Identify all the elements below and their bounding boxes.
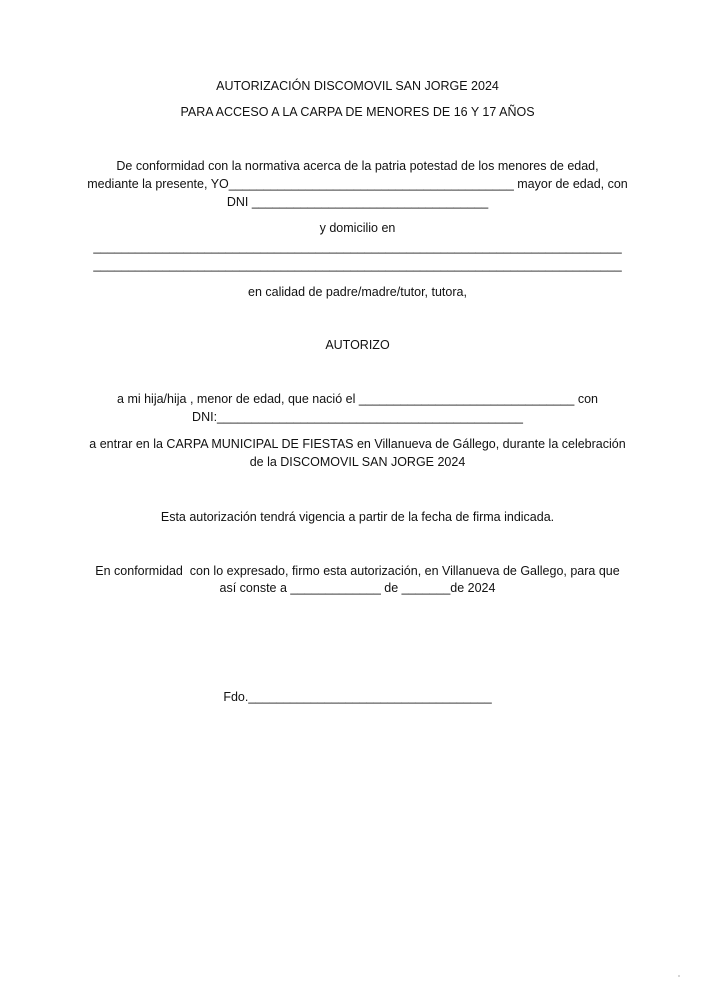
scan-speck	[678, 975, 680, 977]
validity-statement: Esta autorización tendrá vigencia a partir de la fecha de firma indicada.	[160, 510, 555, 524]
purpose-line-2: de la DISCOMOVIL SAN JORGE 2024	[249, 455, 466, 469]
child-line-1: a mi hija/hija , menor de edad, que nació el _______________________________ con	[117, 392, 598, 406]
intro-line-1: De conformidad con la normativa acerca de la patria potestad de los menores de edad,	[116, 159, 599, 173]
intro-line-3: DNI __________________________________	[226, 195, 489, 209]
child-line-2: DNI:____________________________________________	[192, 410, 523, 424]
document-title: AUTORIZACIÓN DISCOMOVIL SAN JORGE 2024	[216, 79, 499, 93]
authorize-heading: AUTORIZO	[325, 338, 390, 352]
closing-line-1: En conformidad con lo expresado, firmo esta autorización, en Villanueva de Gallego, para que	[95, 564, 620, 578]
address-blank-1: ____________________________________________________________________________	[93, 240, 622, 254]
address-blank-2: ____________________________________________________________________________	[93, 258, 622, 272]
role-line: en calidad de padre/madre/tutor, tutora,	[248, 285, 467, 299]
address-label: y domicilio en	[319, 221, 396, 235]
purpose-line-1: a entrar en la CARPA MUNICIPAL DE FIESTAS en Villanueva de Gállego, durante la celebración	[89, 437, 626, 451]
signature-line: Fdo.___________________________________	[223, 690, 492, 704]
document-subtitle: PARA ACCESO A LA CARPA DE MENORES DE 16 Y 17 AÑOS	[180, 105, 535, 119]
intro-line-2: mediante la presente, YO_________________________________________ mayor de edad, con	[87, 177, 628, 191]
closing-line-2: así conste a _____________ de _______de 2024	[219, 581, 496, 595]
